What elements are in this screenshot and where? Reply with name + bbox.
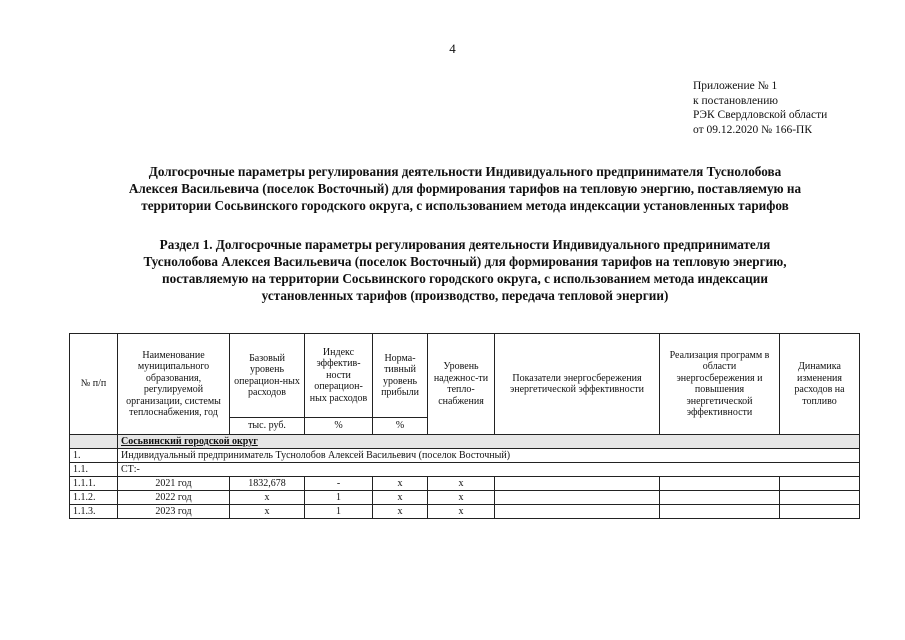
table-row bbox=[70, 477, 860, 491]
table-row bbox=[70, 491, 860, 505]
district-name: Сосьвинский городской округ bbox=[121, 435, 258, 447]
row-norm: x bbox=[373, 505, 428, 519]
unit-index: % bbox=[305, 418, 373, 435]
row-index: - bbox=[305, 477, 373, 491]
table-row bbox=[70, 505, 860, 519]
header-programs: Реализация программ в области энергосбережения и повышения энергетической эффективности bbox=[660, 334, 780, 435]
document-title bbox=[60, 163, 870, 214]
row-reliability: x bbox=[428, 505, 495, 519]
org-number: 1. bbox=[70, 449, 118, 463]
row-norm: x bbox=[373, 491, 428, 505]
header-reliability: Уровень надежнос-ти тепло-снабжения bbox=[428, 334, 495, 435]
appendix-line: к постановлению bbox=[693, 94, 778, 107]
section-line: установленных тарифов (производство, передача тепловой энергии) bbox=[261, 288, 669, 303]
system-name: СТ:- bbox=[118, 463, 860, 477]
section-heading bbox=[60, 236, 870, 304]
appendix-line: Приложение № 1 bbox=[693, 80, 778, 92]
appendix-block bbox=[693, 79, 827, 137]
system-row bbox=[70, 463, 860, 477]
org-name: Индивидуальный предприниматель Туснолобов Алексей Васильевич (поселок Восточный) bbox=[118, 449, 860, 463]
parameters-table bbox=[69, 333, 860, 519]
row-year: 2023 год bbox=[118, 505, 230, 519]
organization-row bbox=[70, 449, 860, 463]
title-line: Алексея Васильевича (поселок Восточный) для формирования тарифов на тепловую энергию, поставляемую на bbox=[128, 181, 802, 196]
row-reliability: x bbox=[428, 491, 495, 505]
row-index: 1 bbox=[305, 491, 373, 505]
table-header-row bbox=[70, 334, 860, 418]
section-line: Туснолобова Алексея Васильевича (поселок Восточный) для формирования тарифов на тепловую энергию, bbox=[143, 254, 787, 269]
system-number: 1.1. bbox=[70, 463, 118, 477]
title-line: территории Сосьвинского городского округа, с использованием метода индексации установленных тарифов bbox=[141, 198, 789, 213]
header-fuel-dynamics: Динамика изменения расходов на топливо bbox=[780, 334, 860, 435]
appendix-line: РЭК Свердловской области bbox=[693, 109, 828, 121]
row-base: x bbox=[230, 491, 305, 505]
appendix-line: от 09.12.2020 № 166-ПК bbox=[693, 123, 813, 136]
row-base: x bbox=[230, 505, 305, 519]
header-index: Индекс эффектив-ности операцион-ных расходов bbox=[305, 334, 373, 418]
row-number: 1.1.3. bbox=[70, 505, 118, 519]
header-energy-saving: Показатели энергосбережения энергетической эффективности bbox=[495, 334, 660, 435]
unit-base: тыс. руб. bbox=[230, 418, 305, 435]
header-norm: Норма-тивный уровень прибыли bbox=[373, 334, 428, 418]
section-line: Раздел 1. Долгосрочные параметры регулирования деятельности Индивидуального предпринимателя bbox=[159, 237, 771, 252]
row-reliability: x bbox=[428, 477, 495, 491]
page-number: 4 bbox=[449, 41, 456, 56]
title-line: Долгосрочные параметры регулирования деятельности Индивидуального предпринимателя Туснолобова bbox=[148, 164, 782, 179]
district-row bbox=[70, 435, 860, 449]
row-number: 1.1.2. bbox=[70, 491, 118, 505]
row-base: 1832,678 bbox=[230, 477, 305, 491]
unit-norm: % bbox=[373, 418, 428, 435]
row-year: 2022 год bbox=[118, 491, 230, 505]
header-num: № п/п bbox=[70, 334, 118, 435]
row-norm: x bbox=[373, 477, 428, 491]
section-line: поставляемую на территории Сосьвинского городского округа, с использованием метода индексации bbox=[162, 271, 768, 286]
row-number: 1.1.1. bbox=[70, 477, 118, 491]
header-base: Базовый уровень операцион-ных расходов bbox=[230, 334, 305, 418]
row-index: 1 bbox=[305, 505, 373, 519]
header-name: Наименование муниципального образования, регулируемой организации, системы теплоснабжения, год bbox=[118, 334, 230, 435]
row-year: 2021 год bbox=[118, 477, 230, 491]
